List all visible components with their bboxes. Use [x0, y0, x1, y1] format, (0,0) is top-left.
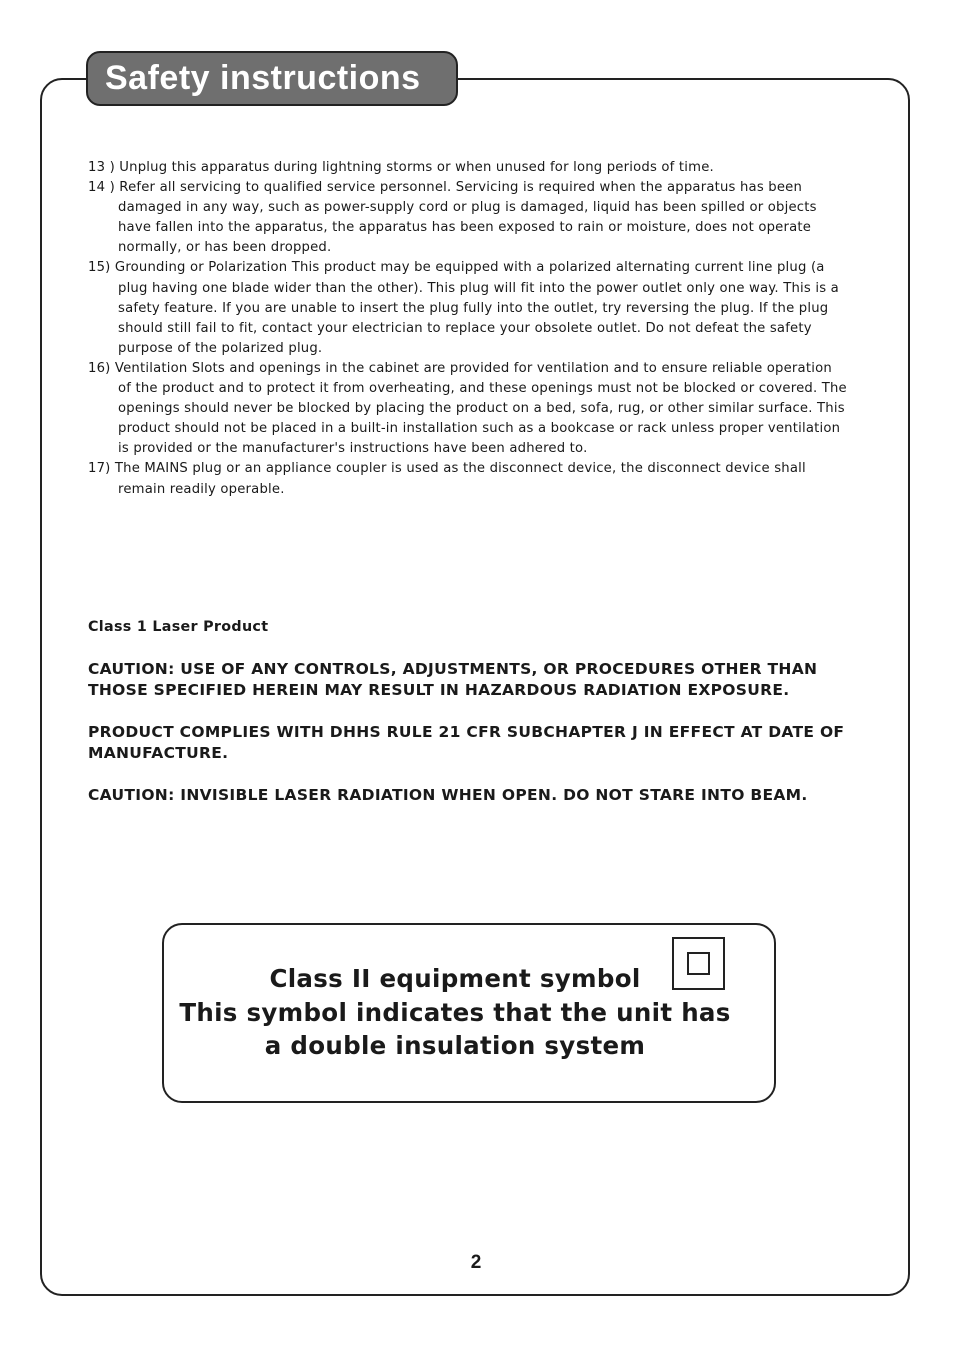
dhhs-compliance-text: PRODUCT COMPLIES WITH DHHS RULE 21 CFR SUBCHAPTER J IN EFFECT AT DATE OF MANUFACTURE.	[88, 723, 845, 762]
class2-notice-text	[170, 962, 740, 1063]
caution-beam-text: CAUTION: INVISIBLE LASER RADIATION WHEN OPEN. DO NOT STARE INTO BEAM.	[88, 786, 808, 804]
double-square-inner	[687, 952, 710, 975]
instruction-item-16: 16) Ventilation Slots and openings in the cabinet are provided for ventilation and to ensure reliable operation of the product and to protect it from overheating, and these openings must not be blocked or covered. The openings should never be blocked by placing the product on a bed, sofa, rug, or other similar surface. This product should not be placed in a built-in installation such as a bookcase or rack unless proper ventilation is provided or the manufacturer's instructions have been adhered to.	[88, 360, 847, 457]
class2-line-1: Class II equipment symbol	[269, 964, 641, 993]
double-square-icon	[672, 937, 725, 990]
instruction-item-15: 15) Grounding or Polarization This product may be equipped with a polarized alternating current line plug (a plug having one blade wider than the other). This plug will fit into the power outlet only one way. This is a safety feature. If you are unable to insert the plug fully into the outlet, try reversing the plug. If the plug should still fail to fit, contact your electrician to replace your obsolete outlet. Do not defeat the safety purpose of the polarized plug.	[88, 260, 839, 356]
instruction-item-13: 13 ) Unplug this apparatus during lightning storms or when unused for long periods of time.	[88, 160, 714, 175]
class2-line-3: a double insulation system	[264, 1031, 646, 1060]
class2-line-2: This symbol indicates that the unit has	[179, 997, 731, 1027]
page-number: 2	[470, 1252, 482, 1273]
instruction-item-17: 17) The MAINS plug or an appliance coupler is used as the disconnect device, the disconnect device shall remain readily operable.	[88, 461, 806, 497]
safety-instructions-list	[88, 158, 848, 500]
laser-section	[88, 617, 858, 827]
page-title: Safety instructions	[86, 51, 458, 106]
caution-controls-text: CAUTION: USE OF ANY CONTROLS, ADJUSTMENTS, OR PROCEDURES OTHER THAN THOSE SPECIFIED HEREIN MAY RESULT IN HAZARDOUS RADIATION EXPOSURE.	[88, 660, 818, 699]
laser-heading: Class 1 Laser Product	[88, 619, 269, 635]
instruction-item-14: 14 ) Refer all servicing to qualified service personnel. Servicing is required when the apparatus has been damaged in any way, such as power-supply cord or plug is damaged, liquid has been spilled or objects have fallen into the apparatus, the apparatus has been exposed to rain or moisture, does not operate normally, or has been dropped.	[88, 180, 817, 256]
